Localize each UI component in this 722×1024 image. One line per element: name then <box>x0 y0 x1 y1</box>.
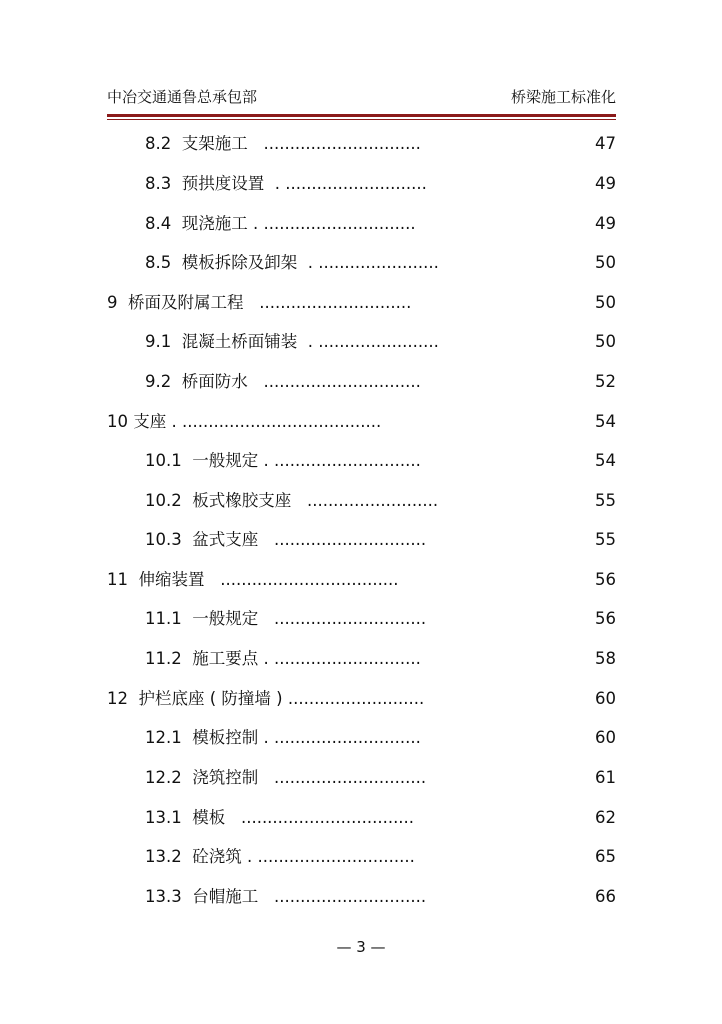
toc-entry-page-number: 60 <box>595 689 616 708</box>
page-header <box>107 86 616 108</box>
toc-entry-title: 11.2 施工要点 . ............................ <box>145 649 421 668</box>
header-rule-thick <box>107 114 616 117</box>
toc-entry[interactable] <box>0 843 722 871</box>
toc-entry-title: 9.2 桥面防水 .............................. <box>145 372 421 391</box>
toc-entry[interactable] <box>0 130 722 158</box>
toc-entry[interactable] <box>0 526 722 554</box>
toc-entry-page-number: 50 <box>595 293 616 312</box>
toc-entry-page-number: 56 <box>595 570 616 589</box>
toc-entry-title: 13.1 模板 ................................. <box>145 808 415 827</box>
toc-entry-page-number: 50 <box>595 332 616 351</box>
toc-entry[interactable] <box>0 249 722 277</box>
toc-entry-title: 9.1 混凝土桥面铺装 . ....................... <box>145 332 439 351</box>
toc-entry-title: 8.3 预拱度设置 . ........................... <box>145 174 427 193</box>
toc-entry-page-number: 56 <box>595 609 616 628</box>
toc-entry[interactable] <box>0 408 722 436</box>
toc-entry-page-number: 50 <box>595 253 616 272</box>
header-rule-thin <box>107 119 616 120</box>
toc-entry-page-number: 54 <box>595 451 616 470</box>
toc-entry[interactable] <box>0 724 722 752</box>
header-left-text: 中冶交通通鲁总承包部 <box>107 88 258 106</box>
toc-entry[interactable] <box>0 328 722 356</box>
toc-entry-page-number: 60 <box>595 728 616 747</box>
toc-entry[interactable] <box>0 368 722 396</box>
toc-entry-title: 10.1 一般规定 . ............................ <box>145 451 421 470</box>
toc-entry[interactable] <box>0 645 722 673</box>
header-right-text: 桥梁施工标准化 <box>510 88 616 106</box>
toc-entry-page-number: 49 <box>595 214 616 233</box>
toc-entry[interactable] <box>0 447 722 475</box>
toc-entry-page-number: 55 <box>595 491 616 510</box>
toc-entry-page-number: 47 <box>595 134 616 153</box>
toc-entry-page-number: 65 <box>595 847 616 866</box>
toc-entry[interactable] <box>0 685 722 713</box>
toc-entry[interactable] <box>0 883 722 911</box>
toc-entry-page-number: 66 <box>595 887 616 906</box>
toc-entry-title: 12 护栏底座 ( 防撞墙 ) .......................... <box>107 689 425 708</box>
toc-entry[interactable] <box>0 804 722 832</box>
toc-entry-title: 8.4 现浇施工 . ............................. <box>145 214 416 233</box>
toc-entry[interactable] <box>0 764 722 792</box>
toc-entry[interactable] <box>0 170 722 198</box>
toc-entry-title: 10.3 盆式支座 ............................. <box>145 530 427 549</box>
toc-entry-page-number: 52 <box>595 372 616 391</box>
toc-entry-title: 8.5 模板拆除及卸架 . ....................... <box>145 253 439 272</box>
toc-entry-page-number: 55 <box>595 530 616 549</box>
page-number: — 3 — <box>336 938 386 956</box>
toc-entry[interactable] <box>0 605 722 633</box>
toc-entry-title: 10 支座 . ...................................... <box>107 412 382 431</box>
toc-entry[interactable] <box>0 289 722 317</box>
toc-entry-title: 13.3 台帽施工 ............................. <box>145 887 427 906</box>
toc-entry-title: 10.2 板式橡胶支座 ......................... <box>145 491 439 510</box>
toc-entry-title: 12.2 浇筑控制 ............................. <box>145 768 427 787</box>
toc-entry-title: 13.2 砼浇筑 . .............................. <box>145 847 415 866</box>
toc-entry[interactable] <box>0 210 722 238</box>
toc-entry-page-number: 54 <box>595 412 616 431</box>
toc-entry-title: 11 伸缩装置 .................................. <box>107 570 399 589</box>
toc-entry-title: 12.1 模板控制 . ............................ <box>145 728 421 747</box>
toc-entry[interactable] <box>0 566 722 594</box>
toc-entry-page-number: 49 <box>595 174 616 193</box>
toc-entry-title: 11.1 一般规定 ............................. <box>145 609 427 628</box>
toc-entry-page-number: 58 <box>595 649 616 668</box>
toc-entry-title: 8.2 支架施工 .............................. <box>145 134 421 153</box>
toc-entry-title: 9 桥面及附属工程 ............................. <box>107 293 412 312</box>
toc-entry-page-number: 62 <box>595 808 616 827</box>
toc-entry[interactable] <box>0 487 722 515</box>
toc-entry-page-number: 61 <box>595 768 616 787</box>
